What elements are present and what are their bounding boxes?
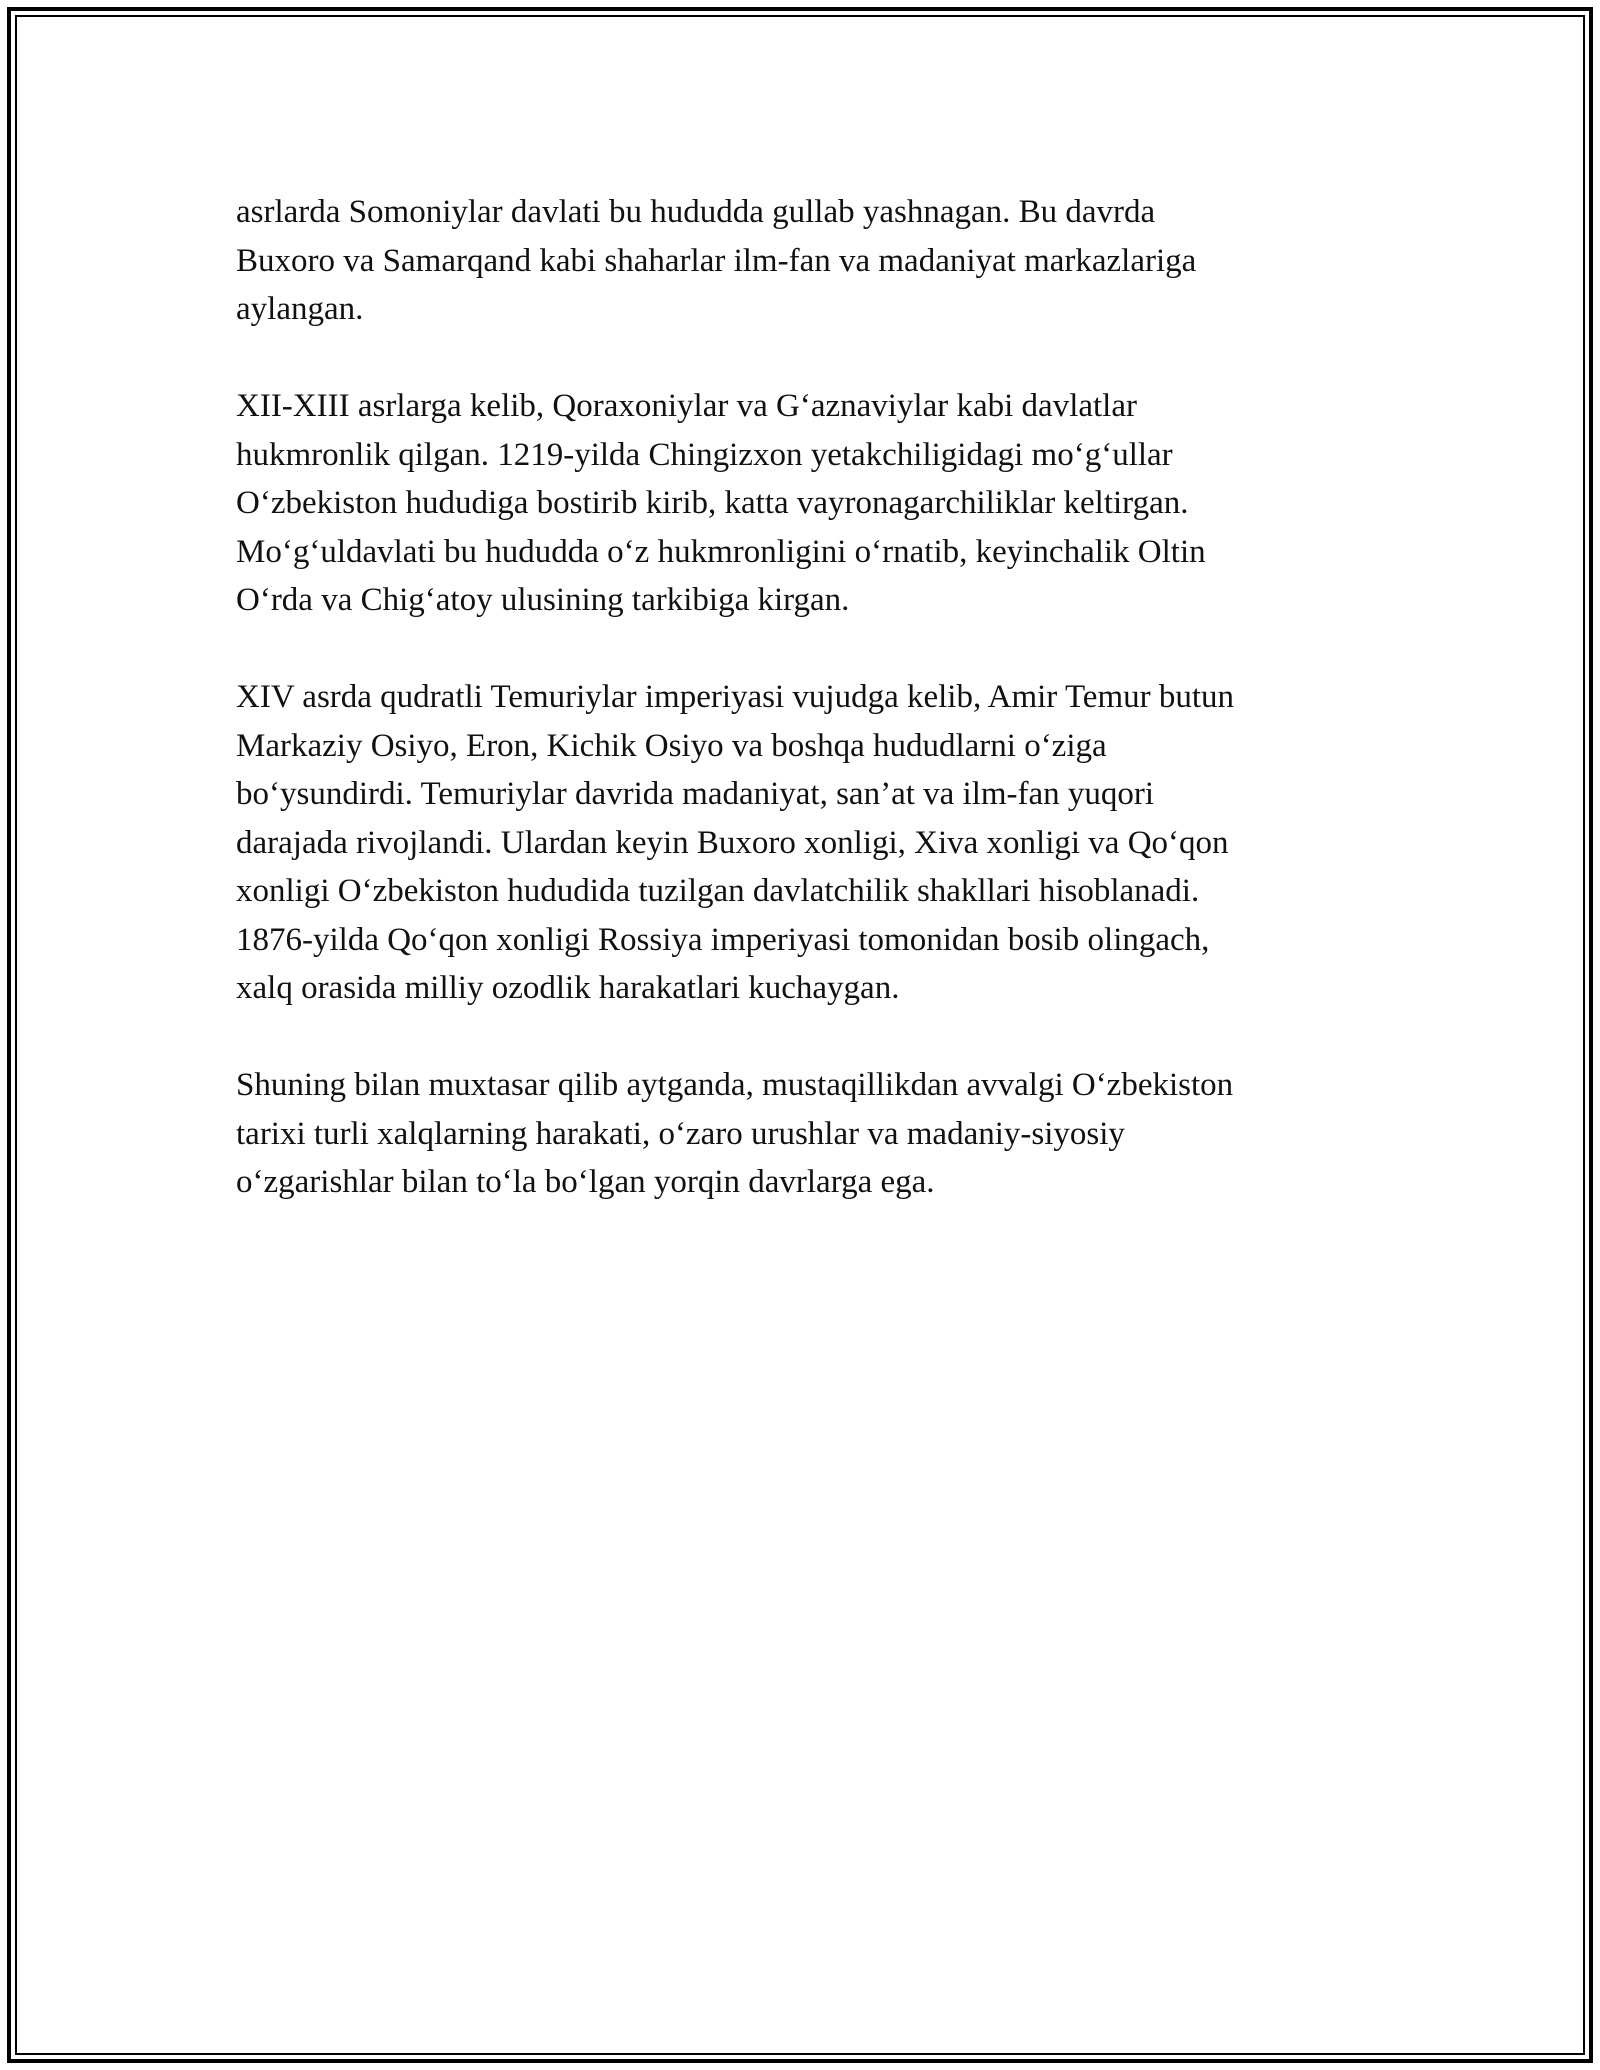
paragraph-conclusion: Shuning bilan muxtasar qilib aytganda, mustaqillikdan avvalgi O‘zbekiston tarixi turli xalqlarning harakati, o‘zaro urushlar va madaniy-siyosiy o‘zgarishlar bilan to‘la bo‘lgan yorqin davrlarga ega. — [236, 1067, 1234, 1200]
document-body — [236, 188, 1366, 1255]
paragraph-temuriylar-khanates: XIV asrda qudratli Temuriylar imperiyasi vujudga kelib, Amir Temur butun Markaziy Osiyo, Eron, Kichik Osiyo va boshqa hududlarni o‘ziga bo‘ysundirdi. Temuriylar davrida madaniyat, san’at va ilm-fan yuqori darajada rivojlandi. Ulardan keyin Buxoro xonligi, Xiva xonligi va Qo‘qon xonligi O‘zbekiston hududida tuzilgan davlatchilik shakllari hisoblanadi. 1876-yilda Qo‘qon xonligi Rossiya imperiyasi tomonidan bosib olingach, xalq orasida milliy ozodlik harakatlari kuchaygan. — [236, 679, 1235, 1006]
paragraph-qoraxoniylar-mongols: XII-XIII asrlarga kelib, Qoraxoniylar va G‘aznaviylar kabi davlatlar hukmronlik qilgan. 1219-yilda Chingizxon yetakchiligidagi mo‘g‘ullar O‘zbekiston hududiga bostirib kirib, katta vayronagarchiliklar keltirgan. Mo‘g‘uldavlati bu hududda o‘z hukmronligini o‘rnatib, keyinchalik Oltin O‘rda va Chig‘atoy ulusining tarkibiga kirgan. — [236, 388, 1206, 618]
paragraph-somoniylar: asrlarda Somoniylar davlati bu hududda gullab yashnagan. Bu davrda Buxoro va Samarqand kabi shaharlar ilm-fan va madaniyat markazlariga aylangan. — [236, 194, 1197, 327]
